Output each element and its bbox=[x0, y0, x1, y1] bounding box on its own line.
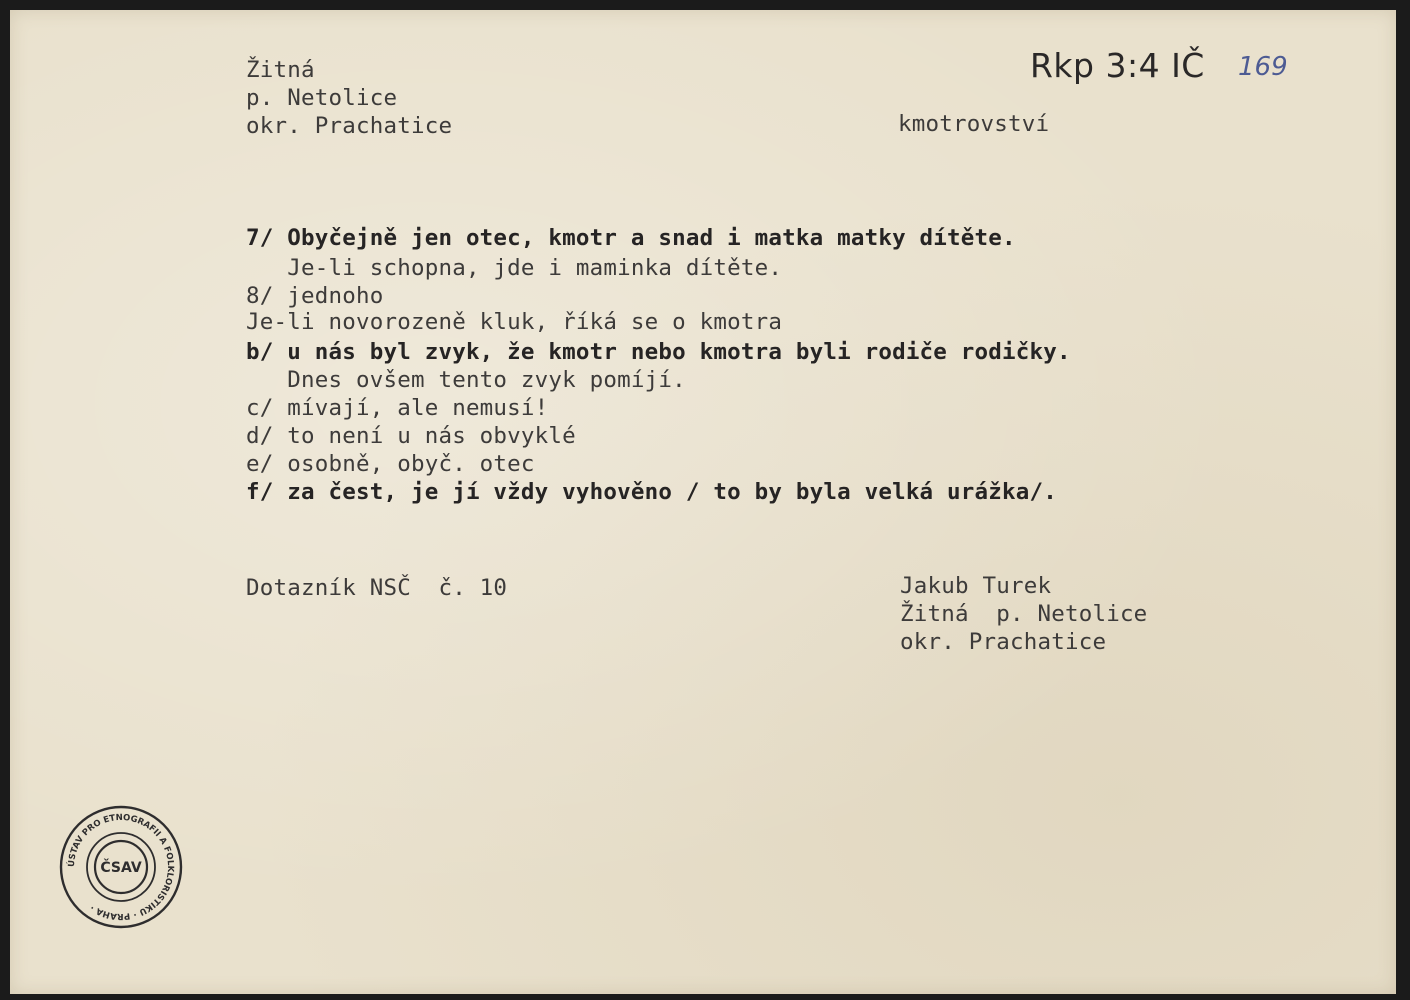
answer-line-d: d/ to není u nás obvyklé bbox=[246, 423, 576, 449]
institution-stamp bbox=[58, 804, 184, 930]
answer-line-a: Je-li novorozeně kluk, říká se o kmotra bbox=[246, 309, 783, 335]
shelfmark: Rkp 3:4 IČ bbox=[1030, 46, 1205, 85]
informant-place: Žitná p. Netolice bbox=[900, 601, 1148, 627]
answer-line-e: e/ osobně, obyč. otec bbox=[246, 451, 535, 477]
archive-card bbox=[10, 10, 1396, 994]
answer-line-7: 7/ Obyčejně jen otec, kmotr a snad i matka matky dítěte. bbox=[246, 225, 1016, 251]
answer-line-b-cont: Dnes ovšem tento zvyk pomíjí. bbox=[246, 367, 686, 393]
header-place: Žitná bbox=[246, 57, 315, 83]
header-topic: kmotrovství bbox=[898, 111, 1050, 137]
questionnaire-reference: Dotazník NSČ č. 10 bbox=[246, 575, 508, 601]
answer-line-b: b/ u nás byl zvyk, že kmotr nebo kmotra byli rodiče rodičky. bbox=[246, 339, 1071, 365]
stamp-center-text: ČSAV bbox=[100, 860, 142, 876]
informant-name: Jakub Turek bbox=[900, 573, 1052, 599]
pencil-page-number: 169 bbox=[1238, 52, 1288, 82]
answer-line-8: 8/ jednoho bbox=[246, 283, 384, 309]
header-post: p. Netolice bbox=[246, 85, 398, 111]
header-district: okr. Prachatice bbox=[246, 113, 453, 139]
stamp-ring-text: ÚSTAV PRO ETNOGRAFII A FOLKLORISTIKU · PRAHA · bbox=[66, 812, 176, 922]
informant-district: okr. Prachatice bbox=[900, 629, 1107, 655]
answer-line-f: f/ za čest, je jí vždy vyhověno / to by byla velká urážka/. bbox=[246, 479, 1058, 505]
answer-line-7-cont: Je-li schopna, jde i maminka dítěte. bbox=[246, 255, 783, 281]
answer-line-c: c/ mívají, ale nemusí! bbox=[246, 395, 549, 421]
